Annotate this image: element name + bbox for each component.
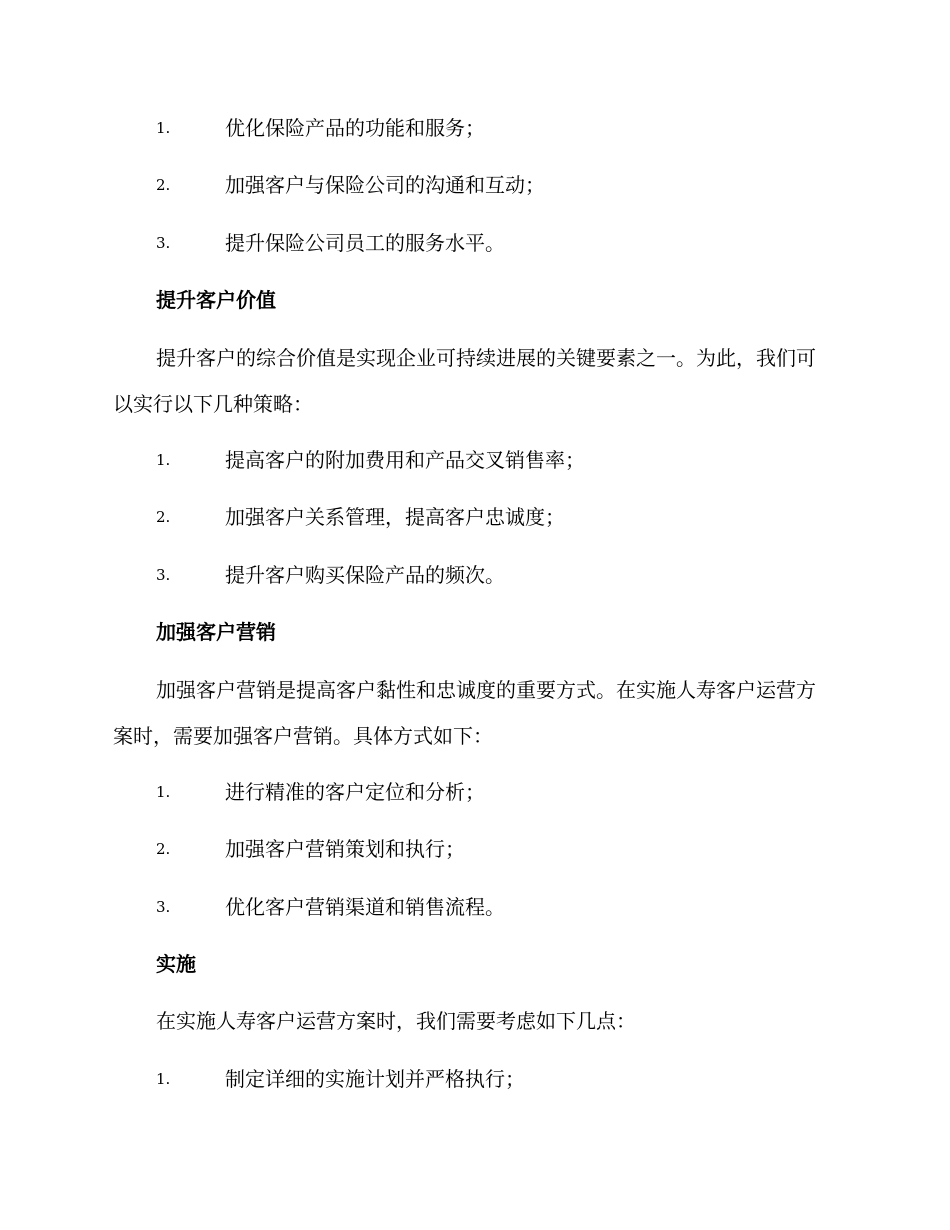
list-item	[0, 829, 950, 869]
list-number: 3.	[156, 566, 171, 584]
list-number: 2.	[156, 176, 171, 194]
list-number: 3.	[156, 234, 171, 252]
list-number: 1.	[156, 783, 171, 801]
list-text: 进行精准的客户定位和分析；	[225, 780, 485, 804]
list-text: 加强客户关系管理，提高客户忠诚度；	[225, 505, 565, 529]
list-item	[0, 887, 950, 927]
section-paragraph: 提升客户的综合价值是实现企业可持续进展的关键要素之一。为此，我们可以实行以下几种策略：	[113, 346, 816, 416]
section-heading: 实施	[156, 952, 196, 976]
list-number: 3.	[156, 898, 171, 916]
list-number: 2.	[156, 508, 171, 526]
list-text: 优化保险产品的功能和服务；	[225, 116, 485, 140]
list-item	[0, 497, 950, 537]
list-text: 优化客户营销渠道和销售流程。	[225, 895, 505, 919]
list-text: 提升保险公司员工的服务水平。	[225, 231, 505, 255]
list-item	[0, 165, 950, 205]
list-item	[0, 772, 950, 812]
list-text: 提升客户购买保险产品的频次。	[225, 563, 505, 587]
section-intro: 在实施人寿客户运营方案时，我们需要考虑如下几点：	[156, 1009, 636, 1033]
list-text: 提高客户的附加费用和产品交叉销售率；	[225, 448, 585, 472]
list-number: 1.	[156, 1070, 171, 1088]
list-item	[0, 108, 950, 148]
list-number: 2.	[156, 840, 171, 858]
list-item	[0, 223, 950, 263]
list-item	[0, 1059, 950, 1099]
list-item	[0, 555, 950, 595]
section-paragraph: 加强客户营销是提高客户黏性和忠诚度的重要方式。在实施人寿客户运营方案时，需要加强客户营销。具体方式如下：	[113, 678, 816, 748]
list-text: 加强客户与保险公司的沟通和互动；	[225, 173, 545, 197]
list-item	[0, 440, 950, 480]
section-heading: 加强客户营销	[156, 620, 276, 644]
list-text: 制定详细的实施计划并严格执行；	[225, 1067, 525, 1091]
list-number: 1.	[156, 119, 171, 137]
list-number: 1.	[156, 451, 171, 469]
section-heading: 提升客户价值	[156, 288, 276, 312]
list-text: 加强客户营销策划和执行；	[225, 837, 465, 861]
